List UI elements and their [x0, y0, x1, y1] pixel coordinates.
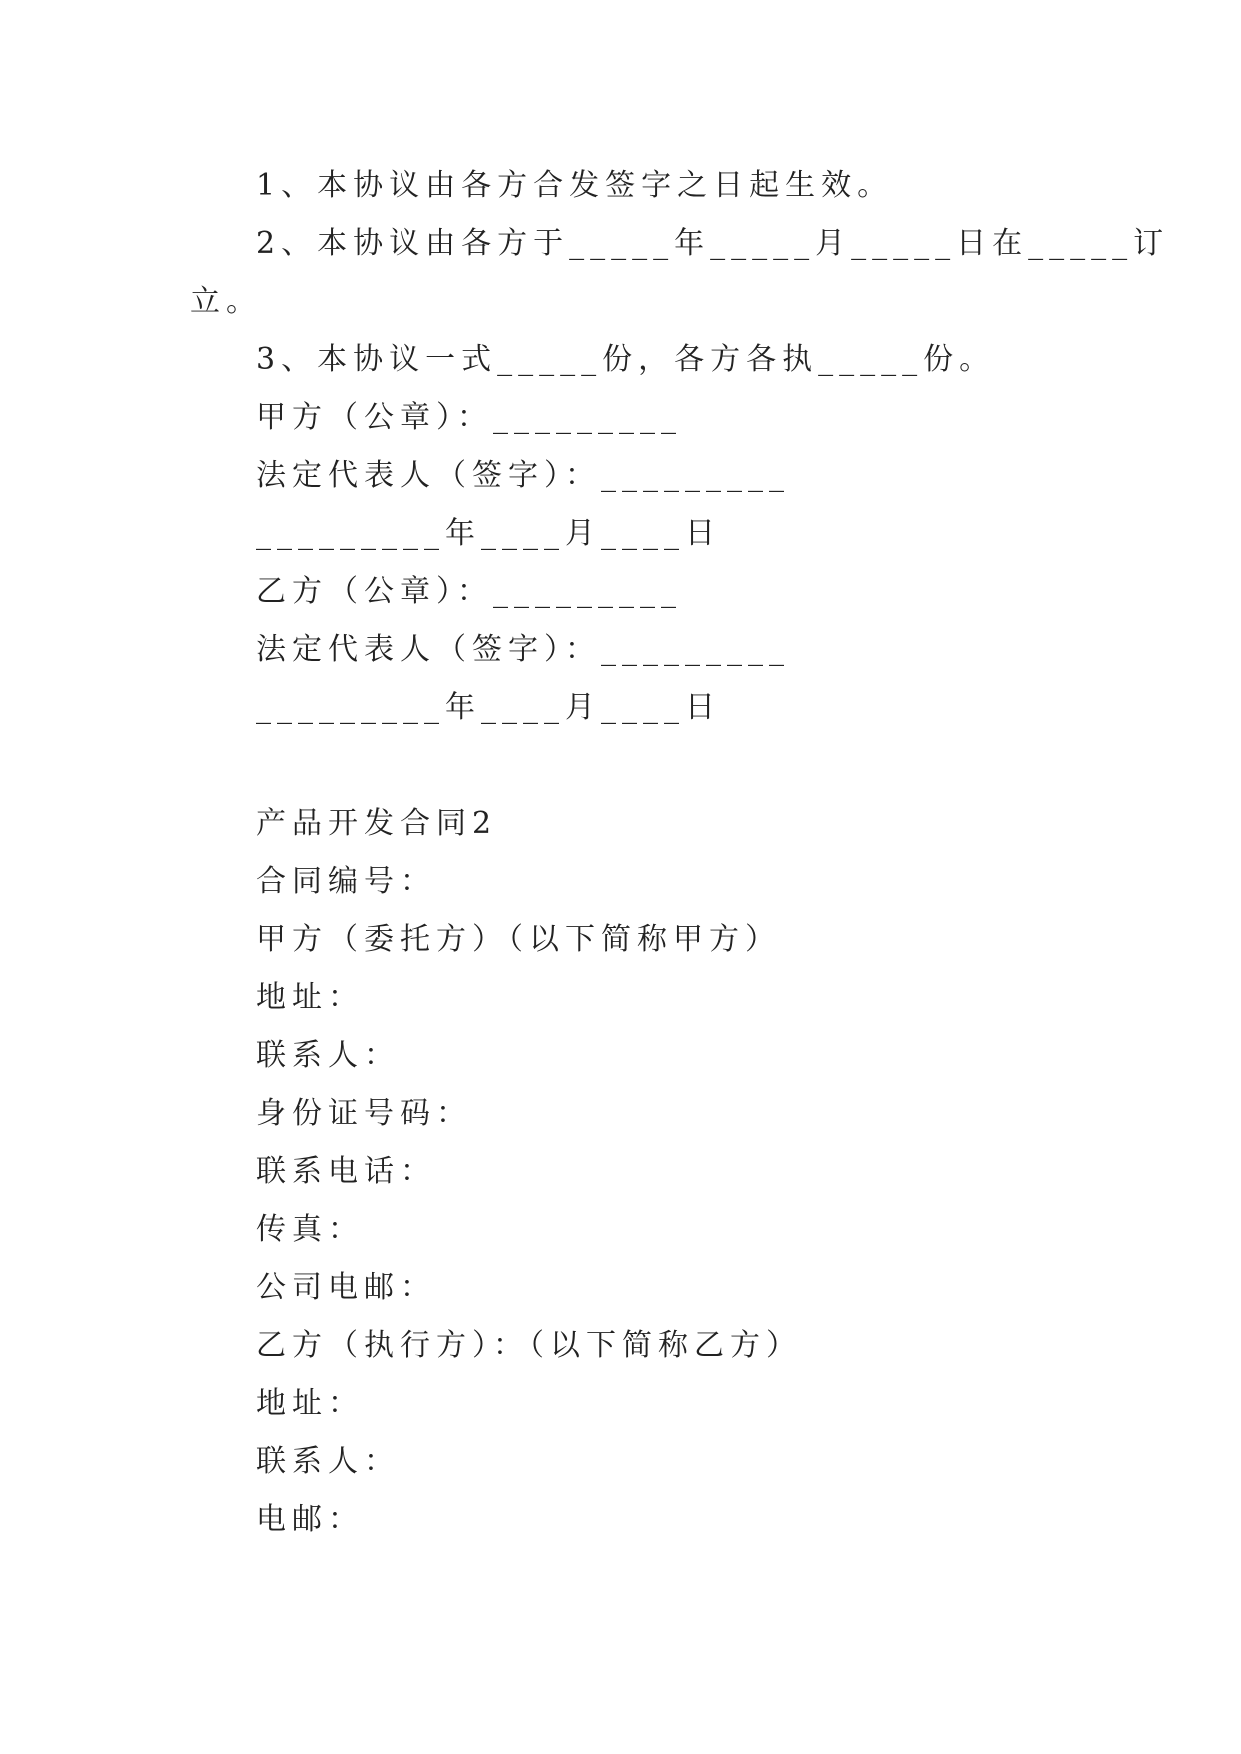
party-a-id-field: 身份证号码：	[256, 1096, 472, 1131]
party-b-representative-line: 法定代表人（签字）：_________	[256, 632, 790, 667]
clause-2-continuation: 立。	[190, 284, 262, 319]
party-a-fax-field: 传真：	[256, 1212, 364, 1247]
party-a-date-line: _________年____月____日	[256, 516, 721, 551]
clause-2: 2、本协议由各方于_____年_____月_____日在_____订	[256, 226, 1170, 261]
party-a-heading: 甲方（委托方）（以下简称甲方）	[256, 922, 781, 957]
contract-number-field: 合同编号：	[256, 864, 436, 899]
party-b-address-field: 地址：	[256, 1386, 364, 1421]
party-b-date-line: _________年____月____日	[256, 690, 721, 725]
party-b-seal-line: 乙方（公章）：_________	[256, 574, 682, 609]
party-b-email-field: 电邮：	[256, 1502, 364, 1537]
party-a-seal-line: 甲方（公章）：_________	[256, 400, 682, 435]
clause-1: 1、本协议由各方合发签字之日起生效。	[256, 168, 894, 203]
party-a-representative-line: 法定代表人（签字）：_________	[256, 458, 790, 493]
party-a-address-field: 地址：	[256, 980, 364, 1015]
party-b-heading: 乙方（执行方）：（以下简称乙方）	[256, 1328, 802, 1363]
clause-3: 3、本协议一式_____份，各方各执_____份。	[256, 342, 996, 377]
party-b-contact-field: 联系人：	[256, 1444, 400, 1479]
party-a-phone-field: 联系电话：	[256, 1154, 436, 1189]
contract-2-title: 产品开发合同2	[256, 806, 498, 841]
party-a-contact-field: 联系人：	[256, 1038, 400, 1073]
party-a-email-field: 公司电邮：	[256, 1270, 436, 1305]
